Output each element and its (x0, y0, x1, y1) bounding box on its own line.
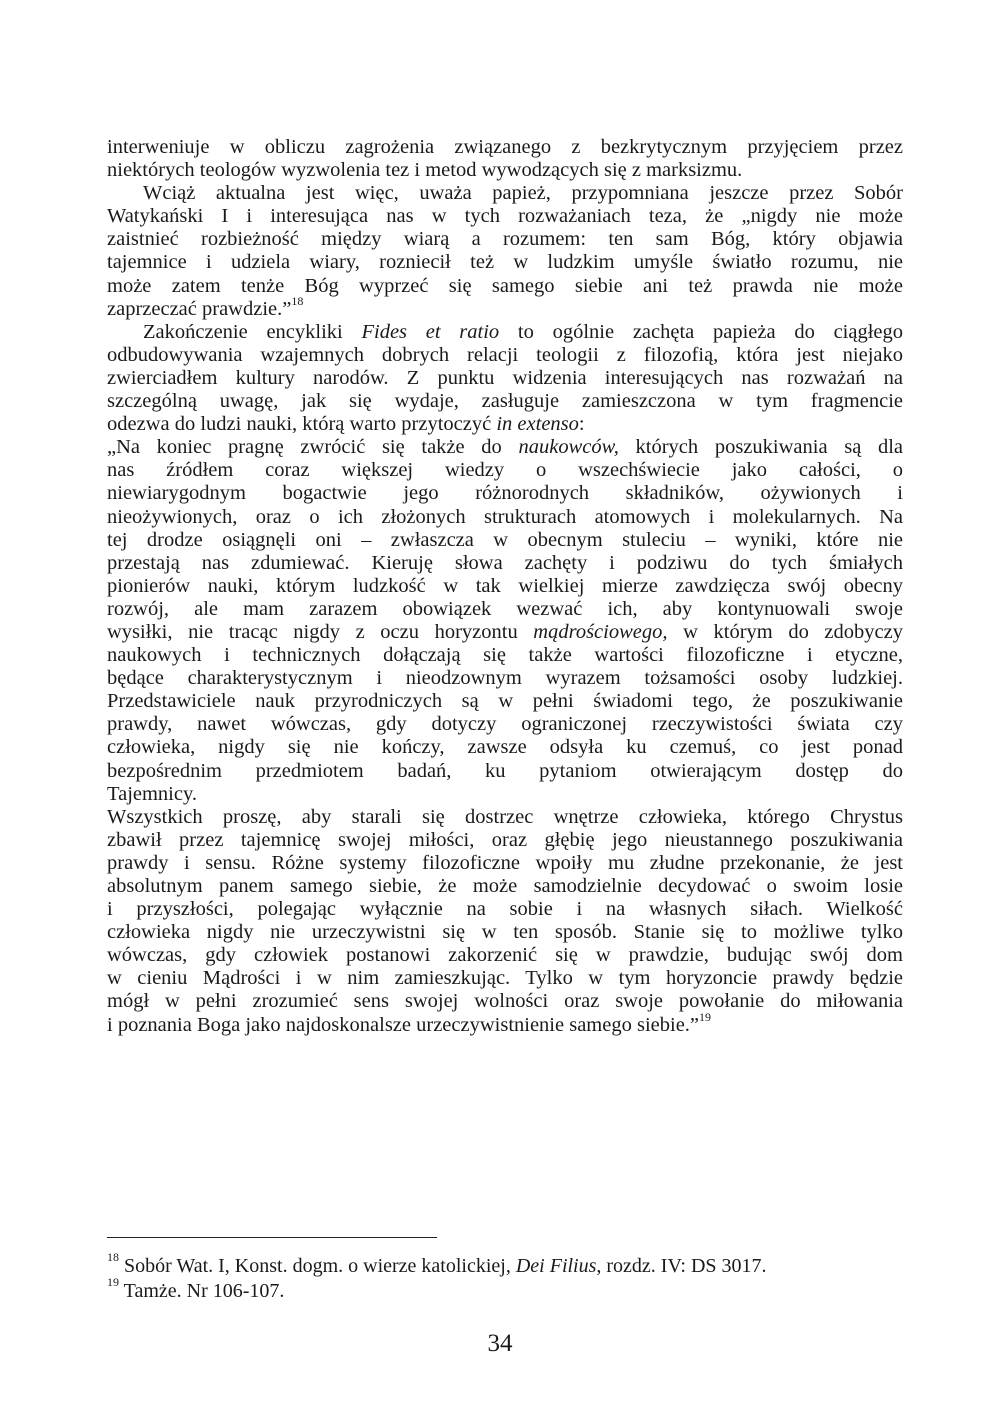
footnote-19 (107, 1275, 907, 1304)
page-number: 34 (487, 1330, 513, 1357)
text-segment: Wszystkich proszę, aby starali się dostrzec wnętrze człowieka, którego Chrystus (107, 805, 903, 828)
text-line (107, 990, 903, 1013)
text-segment: bezpośrednim przedmiotem badań, ku pytaniom otwierającym dostęp do (107, 759, 903, 782)
text-segment: w którym do zdobyczy (667, 620, 903, 643)
footnote-text-end: , rozdz. IV: DS 3017. (596, 1255, 767, 1277)
footnote-ref: 19 (699, 1009, 712, 1024)
italic-text: naukowców, (518, 436, 619, 459)
text-segment: będące charakterystycznym i nieodzownym wyrazem tożsamości osoby ludzkiej. (107, 667, 903, 690)
italic-text: Fides et ratio (361, 320, 500, 343)
text-line (107, 275, 903, 298)
text-line (107, 967, 903, 990)
text-line (107, 344, 903, 367)
text-segment: odezwa do ludzi nauki, którą warto przytoczyć (107, 413, 497, 436)
text-segment: zwierciadłem kultury narodów. Z punktu widzenia interesujących nas rozważań na (107, 366, 903, 389)
text-line (107, 921, 903, 944)
text-line (107, 159, 903, 182)
footnote-number: 19 (107, 1275, 119, 1290)
text-line (107, 898, 903, 921)
text-segment: prawdy i sensu. Różne systemy filozoficzne wpoiły mu złudne przekonanie, że jest (107, 851, 903, 874)
footnote-ref: 18 (291, 293, 304, 308)
text-line (107, 736, 903, 759)
footnote-18 (107, 1250, 907, 1279)
text-segment: „Na koniec pragnę zwrócić się także do (107, 436, 519, 459)
text-segment: w cieniu Mądrości i w nim zamieszkując. Tylko w tym horyzoncie prawdy będzie (107, 967, 903, 990)
text-line (107, 482, 903, 505)
text-segment: zbawił przez tajemnicę swojej miłości, oraz głębię jego nieustannego poszukiwania (107, 828, 903, 851)
text-segment: wówczas, gdy człowiek postanowi zakorzenić się w prawdzie, budując swój dom (107, 944, 903, 967)
footnote-italic-title: Dei Filius (515, 1255, 597, 1277)
italic-text: in extenso (496, 413, 579, 436)
text-segment: których poszukiwania są dla (618, 436, 903, 459)
text-line (107, 293, 903, 321)
italic-text: mądrościowego, (533, 620, 668, 643)
text-segment: Wciąż aktualna jest więc, uważa papież, przypomniana jeszcze przez Sobór (143, 182, 903, 205)
text-segment: tajemnice i udziela wiary, rozniecił też w ludzkim umyśle światło rozumu, nie (107, 251, 903, 274)
text-line (107, 852, 903, 875)
text-segment: nas źródłem coraz większej wiedzy o wszechświecie jako całości, o (107, 459, 903, 482)
text-line (107, 506, 903, 529)
text-segment: może zatem tenże Bóg wyprzeć się samego siebie ani też prawda nie może (107, 274, 903, 297)
text-line (107, 944, 903, 967)
text-segment: człowieka, nigdy się nie kończy, zawsze odsyła ku czemuś, co jest ponad (107, 736, 903, 759)
text-segment: zaprzeczać prawdzie.” (107, 297, 292, 320)
footnote-number: 18 (107, 1250, 119, 1265)
text-segment: odbudowywania wzajemnych dobrych relacji teologii z filozofią, która jest niejako (107, 343, 903, 366)
text-segment: prawdy, nawet wówczas, gdy dotyczy ograniczonej rzeczywistości świata czy (107, 713, 903, 736)
text-line (107, 829, 903, 852)
text-line (107, 251, 903, 274)
text-segment: szczególną uwagę, jak się wydaje, zasługuje zamieszczona w tym fragmencie (107, 390, 903, 413)
text-line (107, 205, 903, 228)
text-segment: rozwój, ale mam zarazem obowiązek wezwać ich, aby kontynuowali swoje (107, 597, 903, 620)
text-line (107, 182, 903, 205)
text-line (107, 783, 903, 806)
text-line (107, 644, 903, 667)
text-line (107, 321, 903, 344)
text-line (107, 806, 903, 829)
text-line (107, 875, 903, 898)
text-line (107, 552, 903, 575)
text-line (107, 1009, 903, 1037)
text-line (107, 667, 903, 690)
text-line (107, 367, 903, 390)
text-segment: tej drodze osiągnęli oni – zwłaszcza w obecnym stuleciu – wyniki, które nie (107, 528, 903, 551)
text-line (107, 598, 903, 621)
text-segment: interweniuje w obliczu zagrożenia związanego z bezkrytycznym przyjęciem przez (107, 136, 903, 158)
text-segment: Zakończenie encykliki (143, 320, 362, 343)
text-line (107, 390, 903, 413)
text-segment: przestają nas zdumiewać. Kieruję słowa zachęty i podziwu do tych śmiałych (107, 551, 903, 574)
text-segment: nieożywionych, oraz o ich złożonych strukturach atomowych i molekularnych. Na (107, 505, 903, 528)
text-line (107, 575, 903, 598)
text-line (107, 136, 903, 159)
body-text (107, 136, 903, 1037)
text-segment: absolutnym panem samego siebie, że może samodzielnie decydować o swoim losie (107, 875, 903, 897)
text-line (107, 436, 903, 459)
footnote-divider (107, 1237, 437, 1238)
footnotes (107, 1250, 907, 1304)
text-segment: wysiłki, nie tracąc nigdy z oczu horyzontu (107, 620, 534, 643)
text-segment: Watykański I i interesująca nas w tych rozważaniach teza, że „nigdy nie może (107, 205, 903, 228)
text-line (107, 713, 903, 736)
text-segment: pionierów nauki, którym ludzkość w tak wielkiej mierze zawdzięcza swój obecny (107, 574, 903, 597)
text-line (107, 760, 903, 783)
text-segment: niektórych teologów wyzwolenia tez i metod wywodzących się z marksizmu. (107, 159, 743, 182)
text-segment: to ogólnie zachęta papieża do ciągłego (499, 320, 904, 343)
text-line (107, 459, 903, 482)
text-segment: i poznania Boga jako najdoskonalsze urzeczywistnienie samego siebie.” (107, 1013, 700, 1036)
text-line (107, 621, 903, 644)
text-segment: zaistnieć rozbieżność między wiarą a rozumem: ten sam Bóg, który objawia (107, 228, 903, 251)
text-segment: naukowych i technicznych dołączają się także wartości filozoficzne i etyczne, (107, 644, 903, 667)
footnote-text: Tamże. Nr 106-107. (119, 1280, 285, 1302)
text-segment: mógł w pełni zrozumieć sens swojej wolności oraz swoje powołanie do miłowania (107, 990, 903, 1013)
text-segment: niewiarygodnym bogactwie jego różnorodnych składników, ożywionych i (107, 482, 903, 505)
text-line (107, 228, 903, 251)
text-segment: i przyszłości, polegając wyłącznie na sobie i na własnych siłach. Wielkość (107, 898, 903, 921)
text-line (107, 529, 903, 552)
text-line (107, 413, 903, 436)
footnote-text: Sobór Wat. I, Konst. dogm. o wierze katolickiej, (119, 1255, 516, 1277)
text-segment: : (578, 413, 585, 436)
text-line (107, 690, 903, 713)
text-segment: Tajemnicy. (107, 782, 198, 805)
text-segment: Przedstawiciele nauk przyrodniczych są w pełni świadomi tego, że poszukiwanie (107, 690, 903, 713)
text-segment: człowieka nigdy nie urzeczywistni się w ten sposób. Stanie się to możliwe tylko (107, 921, 903, 944)
